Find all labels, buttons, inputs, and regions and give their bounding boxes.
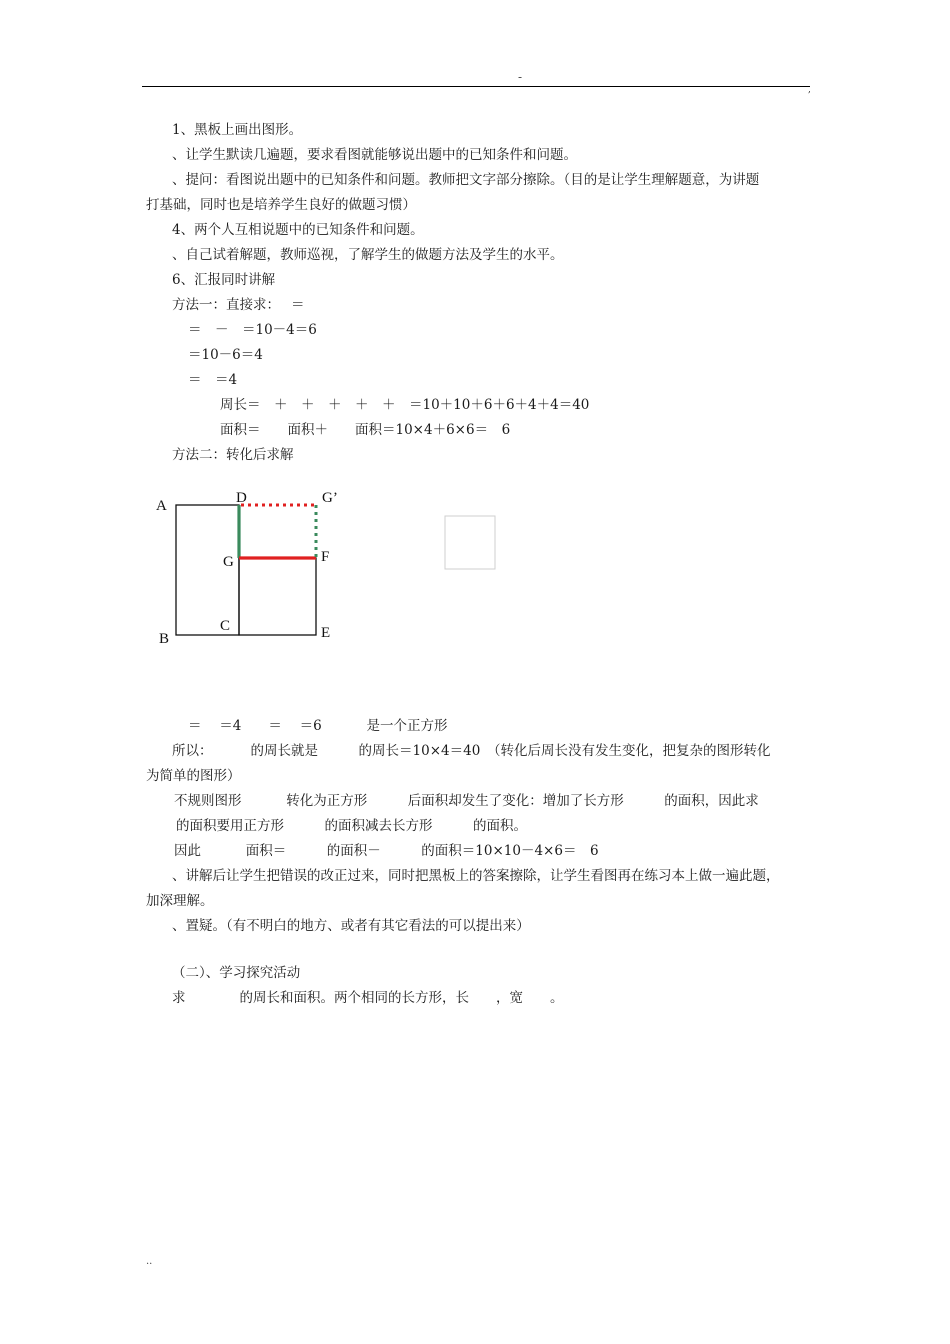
text-line: 、自己试着解题，教师巡视，了解学生的做题方法及学生的水平。 xyxy=(172,247,564,263)
header-mark: - xyxy=(518,70,523,84)
math-line: ＝ ＝4 xyxy=(188,372,238,388)
text-line: 加深理解。 xyxy=(146,893,214,909)
text-line: 、置疑。（有不明白的地方、或者有其它看法的可以提出来） xyxy=(172,918,530,934)
header-rule xyxy=(142,86,810,87)
label-a: A xyxy=(156,498,167,514)
text-line: 的面积要用正方形 的面积减去长方形 的面积。 xyxy=(176,818,527,834)
text-line: 4、两个人互相说题中的已知条件和问题。 xyxy=(172,222,424,238)
label-d: D xyxy=(236,490,247,506)
label-g-prime: G’ xyxy=(322,490,338,506)
text-line: 1、黑板上画出图形。 xyxy=(172,122,303,138)
text-line: 所以： 的周长就是 的周长＝10×4＝40 （转化后周长没有发生变化，把复杂的图形转化 xyxy=(172,743,771,759)
footer-mark: .. xyxy=(146,1256,153,1267)
text-line: 为简单的图形） xyxy=(146,768,241,784)
geometry-figure xyxy=(150,485,510,655)
math-line: 周长＝ ＋ ＋ ＋ ＋ ＋ ＝10＋10＋6＋6＋4＋4＝40 xyxy=(220,397,590,413)
text-line: 打基础，同时也是培养学生良好的做题习惯） xyxy=(146,197,416,213)
math-line: ＝ － ＝10－4＝6 xyxy=(188,322,317,338)
header-tick: , xyxy=(808,85,811,95)
text-line: 因此 面积＝ 的面积－ 的面积＝10×10－4×6＝ 6 xyxy=(174,843,599,859)
text-line: 求 的周长和面积。两个相同的长方形，长 ，宽 。 xyxy=(172,990,564,1006)
math-line: 面积＝ 面积＋ 面积＝10×4＋6×6＝ 6 xyxy=(220,422,511,438)
left-rectangle xyxy=(176,505,239,635)
label-f: F xyxy=(321,549,330,565)
label-g: G xyxy=(223,554,234,570)
text-line: 不规则图形 转化为正方形 后面积却发生了变化：增加了长方形 的面积，因此求 xyxy=(174,793,759,809)
label-e: E xyxy=(321,625,331,641)
math-line: ＝10－6＝4 xyxy=(188,347,263,363)
section-heading: （二）、学习探究活动 xyxy=(172,965,301,981)
label-b: B xyxy=(159,631,170,647)
text-line: 、讲解后让学生把错误的改正过来，同时把黑板上的答案擦除，让学生看图再在练习本上做一遍此题， xyxy=(172,868,780,884)
right-rectangle xyxy=(239,558,316,635)
empty-image-frame xyxy=(445,516,495,569)
text-line: 6、汇报同时讲解 xyxy=(172,272,276,288)
text-line: 、让学生默读几遍题，要求看图就能够说出题中的已知条件和问题。 xyxy=(172,147,577,163)
math-line: ＝ ＝4 ＝ ＝6 是一个正方形 xyxy=(188,718,448,734)
text-line: 、提问：看图说出题中的已知条件和问题。教师把文字部分擦除。（目的是让学生理解题意，为讲题 xyxy=(172,172,760,188)
label-c: C xyxy=(220,618,231,634)
text-line: 方法二：转化后求解 xyxy=(172,447,294,463)
text-line: 方法一：直接求： ＝ xyxy=(172,297,305,313)
